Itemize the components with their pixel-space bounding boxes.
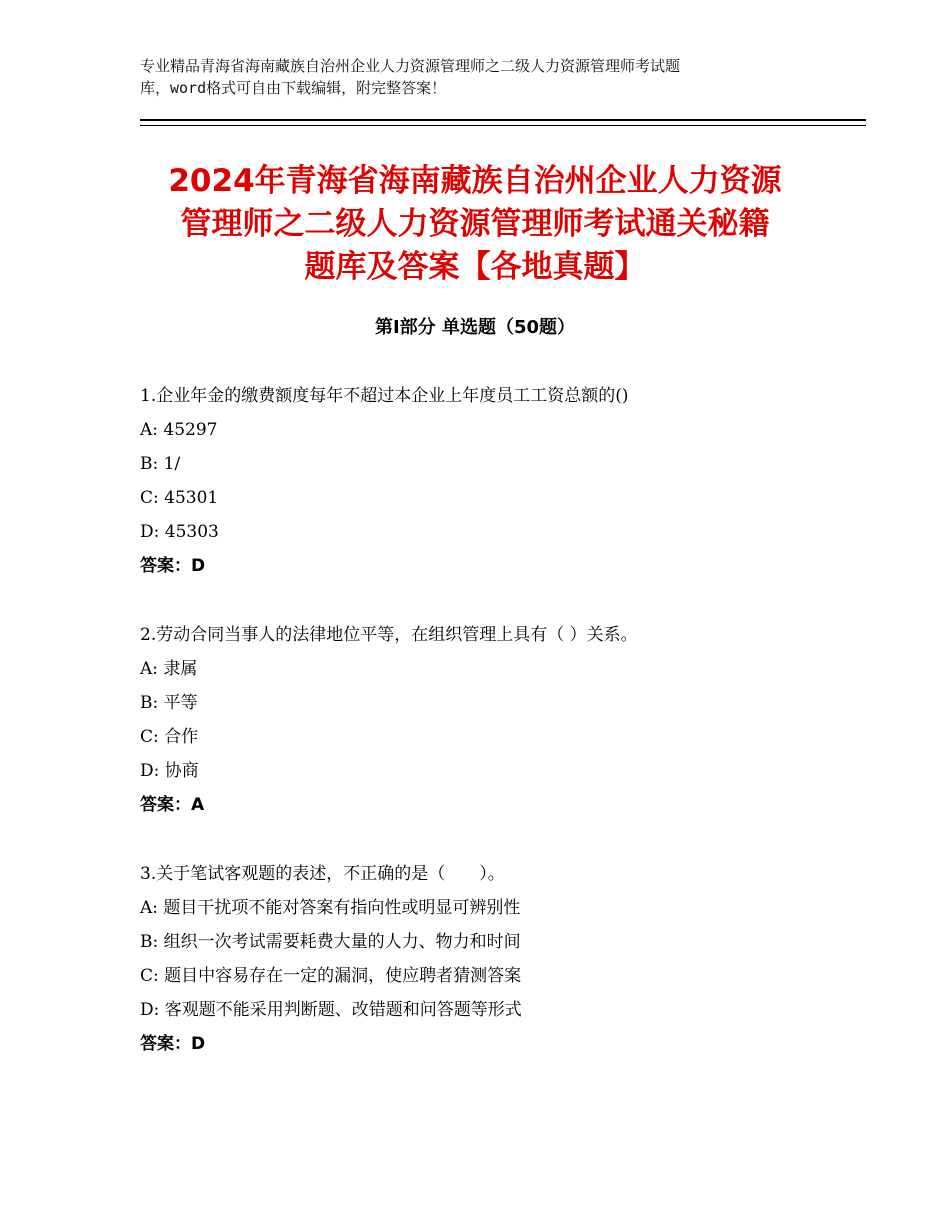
option-b: B: 组织一次考试需要耗费大量的人力、物力和时间 — [140, 932, 521, 952]
header-divider-thick — [140, 119, 866, 121]
question-2 — [140, 618, 860, 822]
option-d: D: 客观题不能采用判断题、改错题和问答题等形式 — [140, 1000, 522, 1020]
option-c: C: 合作 — [140, 727, 199, 747]
question-stem: 2.劳动合同当事人的法律地位平等，在组织管理上具有（ ）关系。 — [140, 625, 638, 645]
option-a: A: 45297 — [140, 420, 218, 440]
option-c: C: 题目中容易存在一定的漏洞，使应聘者猜测答案 — [140, 966, 522, 986]
header-note-line-2: 库，word格式可自由下载编辑，附完整答案！ — [140, 79, 447, 97]
answer: 答案：D — [140, 556, 206, 576]
section-heading: 第Ⅰ部分 单选题（50题） — [374, 317, 575, 338]
option-d: D: 协商 — [140, 761, 199, 781]
option-b: B: 平等 — [140, 693, 198, 713]
option-a: A: 题目干扰项不能对答案有指向性或明显可辨别性 — [140, 898, 521, 918]
question-stem: 1.企业年金的缴费额度每年不超过本企业上年度员工工资总额的() — [140, 386, 629, 406]
document-title — [120, 160, 830, 289]
title-line-1: 2024年青海省海南藏族自治州企业人力资源 — [168, 163, 782, 199]
title-line-2: 管理师之二级人力资源管理师考试通关秘籍 — [180, 206, 770, 242]
question-1 — [140, 379, 860, 583]
header-note-line-1: 专业精品青海省海南藏族自治州企业人力资源管理师之二级人力资源管理师考试题 — [140, 57, 681, 75]
header-divider-thin — [140, 125, 866, 126]
option-c: C: 45301 — [140, 488, 219, 508]
answer: 答案：A — [140, 795, 205, 815]
option-d: D: 45303 — [140, 522, 219, 542]
title-line-3: 题库及答案【各地真题】 — [304, 249, 646, 285]
option-a: A: 隶属 — [140, 659, 198, 679]
question-3 — [140, 857, 860, 1061]
question-stem: 3.关于笔试客观题的表述，不正确的是（ ）。 — [140, 864, 505, 884]
document-header-note — [140, 55, 830, 99]
answer: 答案：D — [140, 1034, 206, 1054]
option-b: B: 1/ — [140, 454, 181, 474]
